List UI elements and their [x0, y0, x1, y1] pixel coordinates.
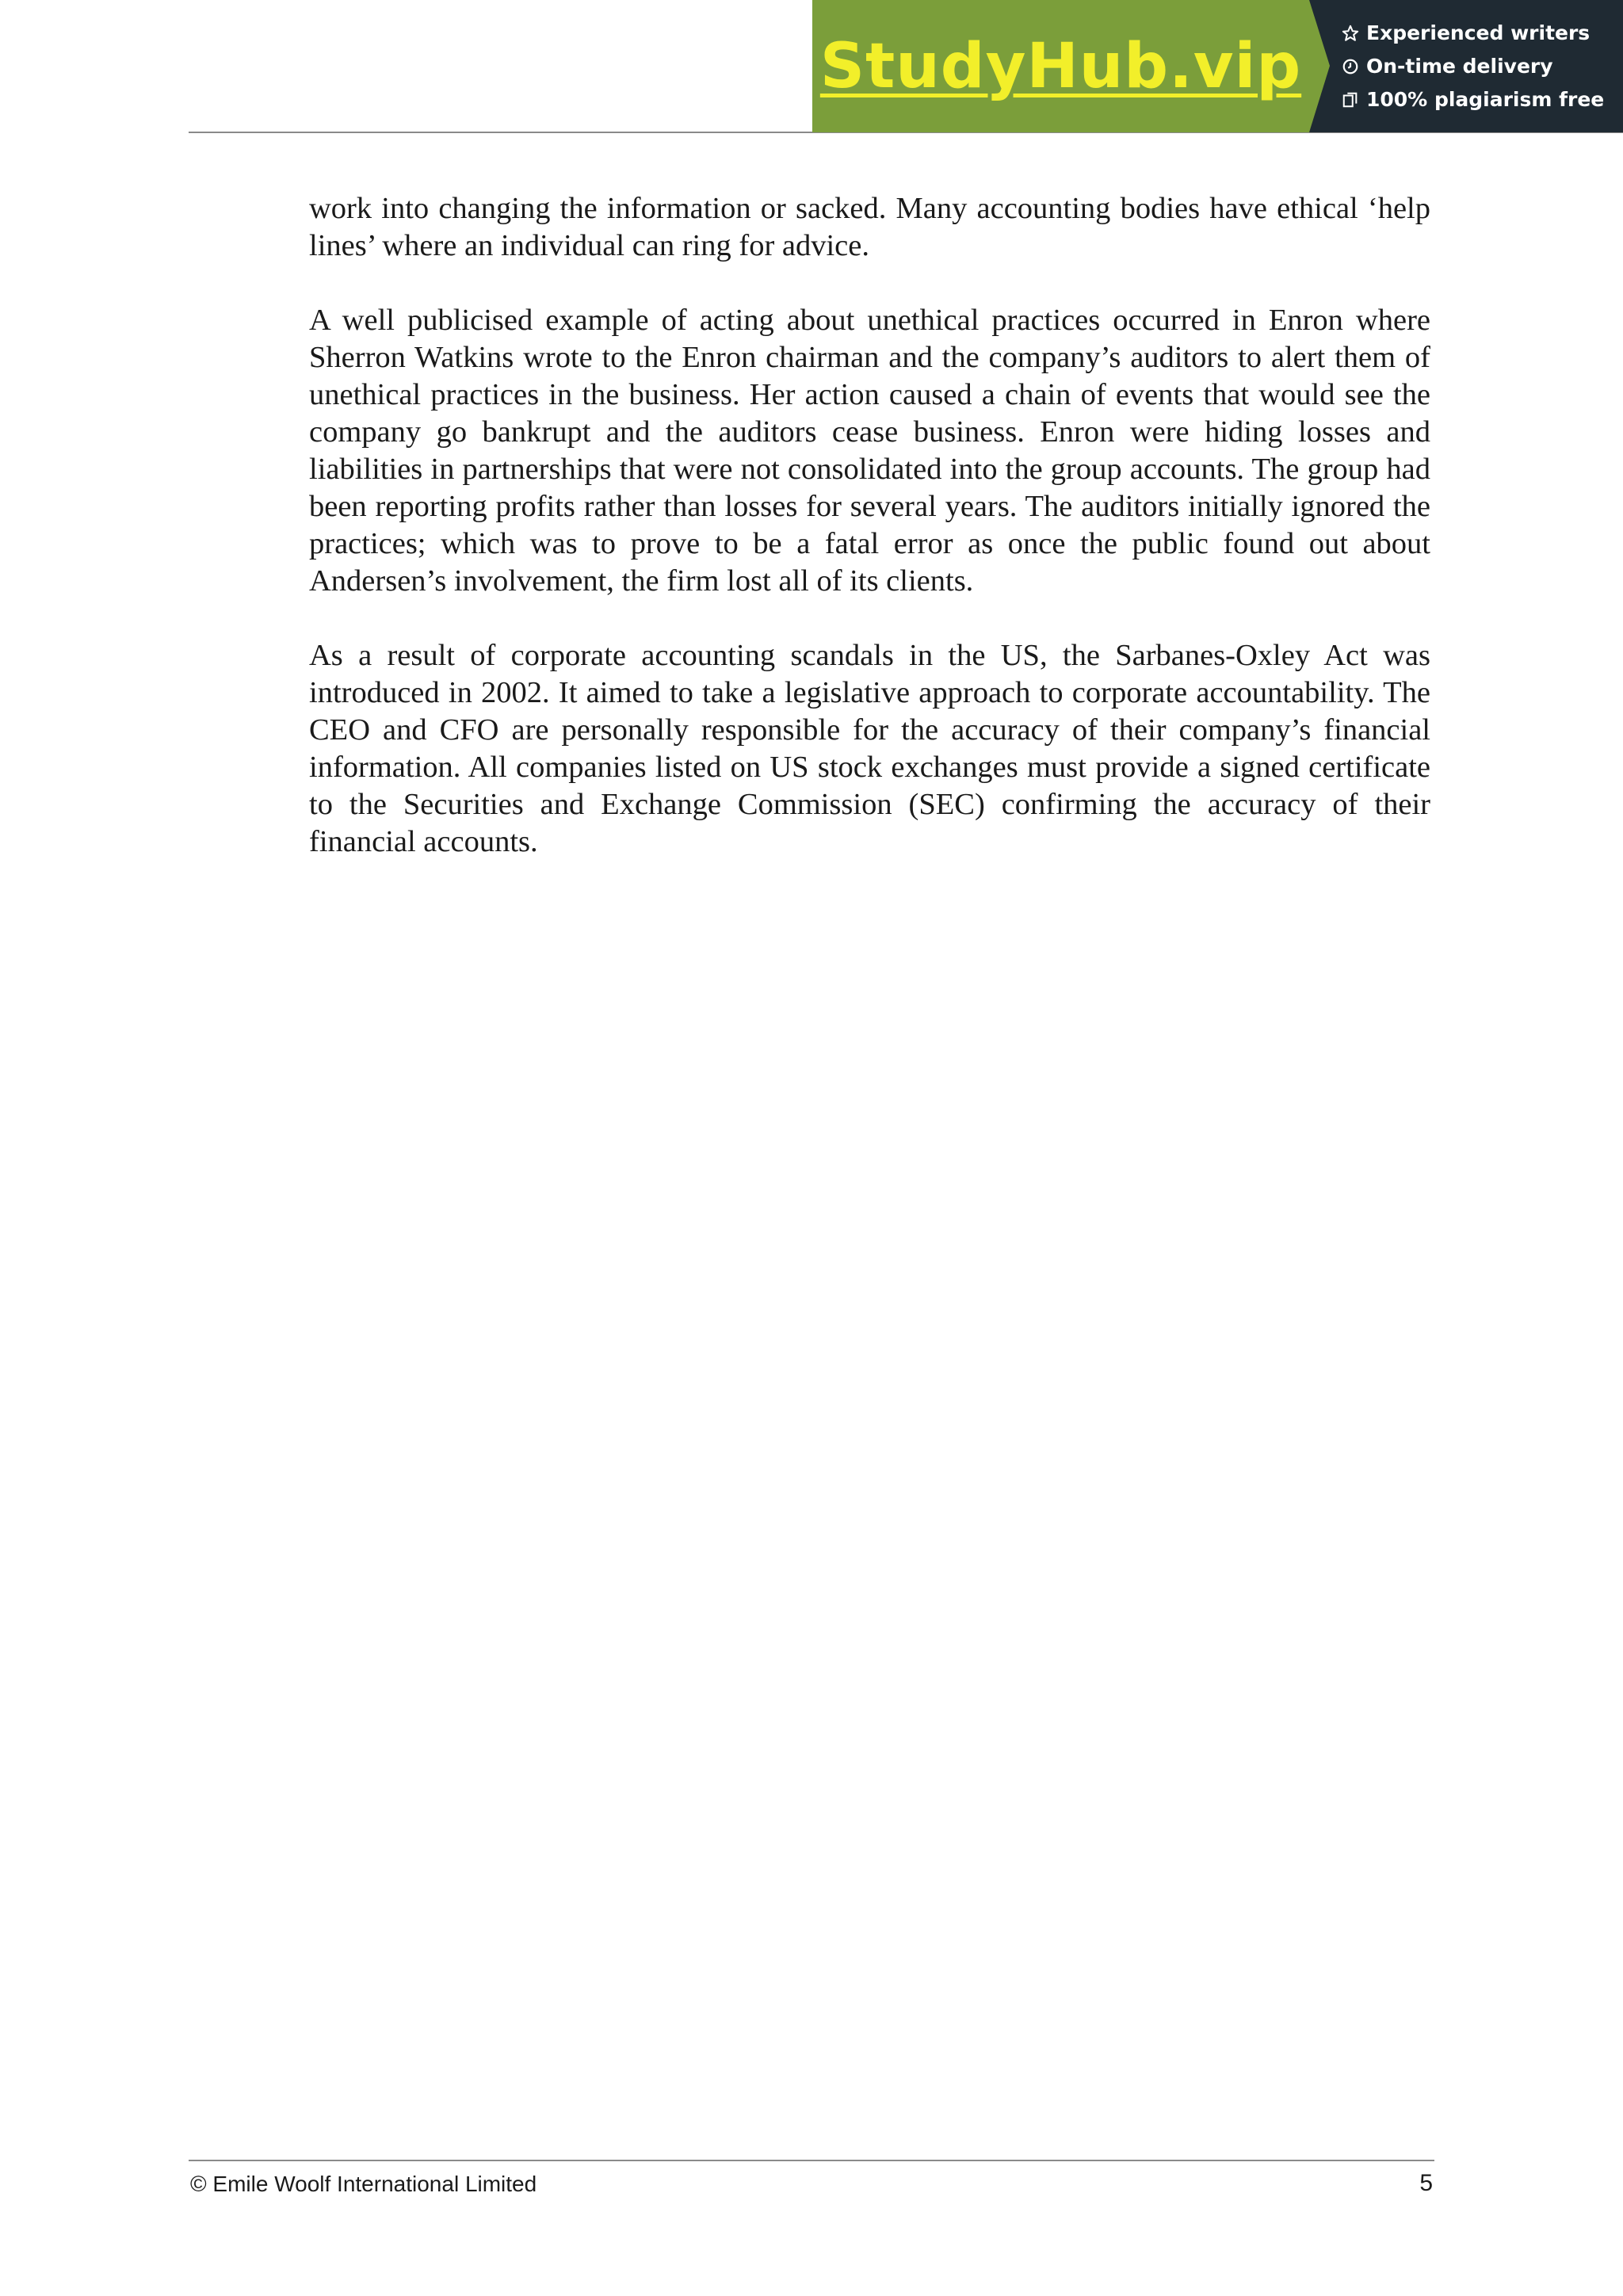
feature-label: Experienced writers: [1366, 21, 1591, 44]
page-number: 5: [1419, 2170, 1433, 2196]
paragraph: A well publicised example of acting about unethical practices occurred in Enron where Sherron Watkins wrote to the Enron chairman and the company’s auditors to alert them of unethical practices in the business. Her action caused a chain of events that would see the company go bankrupt and the auditors cease business. Enron were hiding losses and liabilities in partnerships that were not consolidated into the group accounts. The group had been reporting profits rather than losses for several years. The auditors initially ignored the practices; which was to prove to be a fatal error as once the public found out about Andersen’s involvement, the firm lost all of its clients.: [309, 304, 1430, 598]
studyhub-logo-text: StudyHub.vip: [819, 30, 1302, 102]
banner-arrow-divider: [1309, 0, 1330, 132]
banner-features-list: [1330, 0, 1623, 132]
paragraph: work into changing the information or sacked. Many accounting bodies have ethical ‘help lines’ where an individual can ring for advice.: [309, 192, 1430, 262]
feature-on-time-delivery: [1341, 53, 1623, 80]
footer-rule: [189, 2160, 1434, 2161]
paragraph: As a result of corporate accounting scandals in the US, the Sarbanes-Oxley Act was introduced in 2002. It aimed to take a legislative approach to corporate accountability. The CEO and CFO are personally responsible for the accuracy of their company’s financial information. All companies listed on US stock exchanges must provide a signed certificate to the Securities and Exchange Commission (SEC) confirming the accuracy of their financial accounts.: [309, 639, 1430, 858]
feature-experienced-writers: [1341, 20, 1623, 47]
feature-plagiarism-free: [1341, 86, 1623, 113]
studyhub-logo[interactable]: [812, 0, 1309, 132]
footer-copyright: © Emile Woolf International Limited: [190, 2172, 537, 2196]
feature-label: 100% plagiarism free: [1366, 88, 1605, 111]
star-icon: [1341, 24, 1360, 43]
studyhub-banner[interactable]: [812, 0, 1623, 132]
feature-label: On-time delivery: [1366, 55, 1553, 78]
clock-icon: [1341, 57, 1360, 76]
document-body: [309, 190, 1430, 898]
copy-icon: [1341, 90, 1360, 109]
